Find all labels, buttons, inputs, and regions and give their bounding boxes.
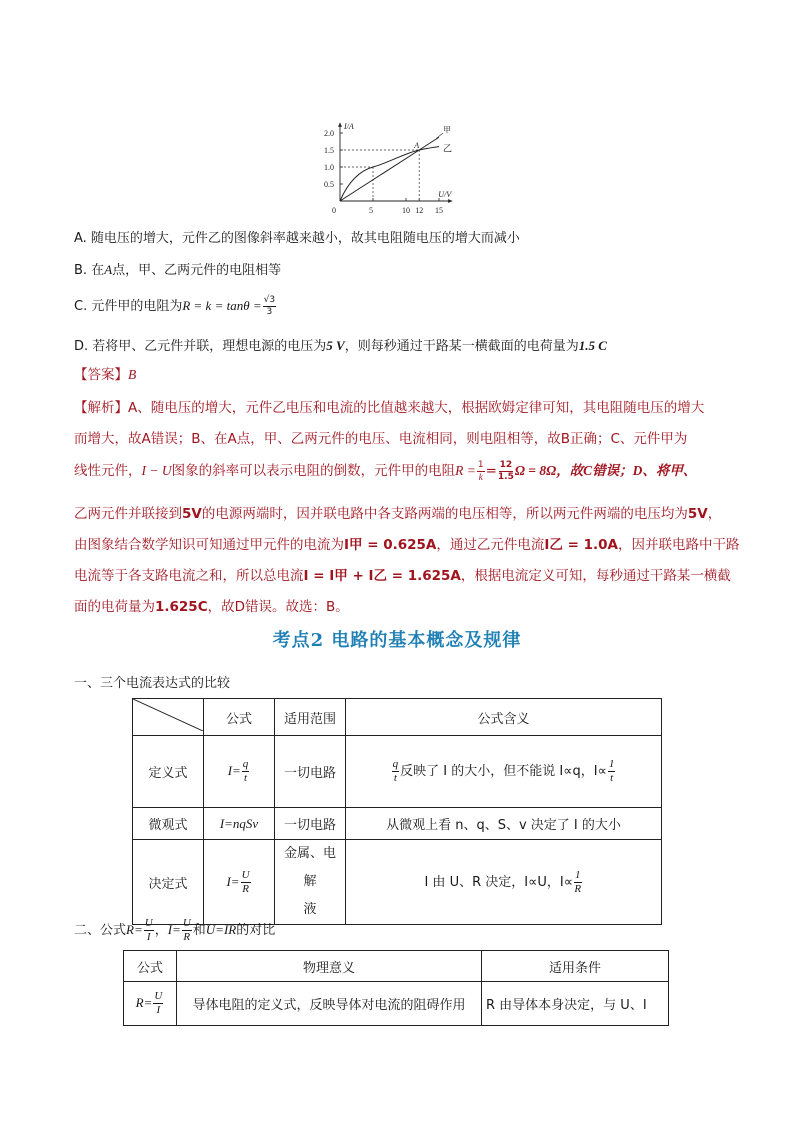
section-heading: 考点2 电路的基本概念及规律: [272, 630, 522, 651]
analysis-4b: 的电源两端时，因并联电路中各支路两端的电压相等，所以两元件两端的电压均为: [201, 506, 688, 522]
meaning-frac: [392, 759, 400, 784]
analysis-line-3: [74, 455, 734, 487]
x-tick-label: 15: [435, 206, 443, 215]
x-tick-label: 10: [402, 206, 410, 215]
meaning2-den: t: [610, 772, 614, 784]
frac1-den: k: [478, 471, 483, 482]
row-formula-den: I: [156, 1004, 161, 1016]
part2-post: 的对比: [236, 923, 276, 938]
formula-var: I=: [226, 873, 240, 889]
analysis-line-4: [74, 499, 734, 530]
meaning-text: 反映了 I 的大小，但不能说 I∝q，I∝: [400, 764, 607, 779]
table-row: [133, 840, 662, 925]
current-expressions-table: [132, 698, 662, 925]
series-jia-line: [340, 137, 439, 201]
y-tick-label: 2.0: [324, 129, 334, 138]
header-meaning: 物理意义: [177, 951, 482, 982]
part1-title: 一、三个电流表达式的比较: [74, 676, 231, 691]
meaning-frac-2: [574, 870, 582, 895]
row-condition: R 由导体本身决定，与 U、I: [482, 982, 669, 1026]
row-meaning: [346, 840, 662, 925]
option-b-text: 点，甲、乙两元件的电阻相等: [112, 263, 282, 278]
meaning2-den: R: [574, 882, 582, 895]
analysis-line-1: [74, 393, 734, 424]
option-c-den: 3: [266, 307, 273, 317]
option-d-voltage: 5 V: [326, 338, 345, 353]
row-meaning: 导体电阻的定义式，反映导体对电流的阻碍作用: [177, 982, 482, 1026]
analysis-eq: =: [485, 463, 497, 479]
part2-r-num: U: [144, 917, 153, 929]
analysis-5ij: I甲 = 0.625A: [344, 537, 437, 553]
meaning-den: t: [393, 772, 397, 784]
row-formula-frac: [153, 991, 163, 1016]
header-formula: 公式: [204, 699, 275, 736]
row-formula: [124, 982, 177, 1026]
row-formula: [204, 736, 275, 808]
formula-den: t: [244, 772, 248, 784]
x-axis-arrow: [448, 199, 452, 203]
option-c-fraction: [263, 296, 276, 317]
row-name: 决定式: [133, 840, 204, 925]
x-tick-label: 5: [369, 206, 373, 215]
answer-label: 【答案】: [74, 367, 128, 383]
part2-frac-r: [144, 918, 154, 943]
option-d-prefix: D. 若将甲、乙元件并联，理想电源的电压为: [74, 339, 327, 354]
meaning-num: q: [392, 758, 399, 770]
part2-r-den: I: [146, 931, 151, 943]
analysis-text-1: A、随电压的增大，元件乙电压和电流的比值越来越大，根据欧姆定律可知，其电阻随电压的增大: [128, 400, 705, 416]
y-tick-label: 1.0: [324, 163, 334, 172]
part2-pre: 二、公式: [74, 923, 127, 938]
answer: [74, 365, 136, 385]
analysis-6b: ，根据电流定义可知，每秒通过干路某一横截: [460, 568, 731, 584]
analysis-line-7: [74, 592, 734, 623]
header-diagonal-cell: [133, 699, 204, 736]
option-d: [74, 336, 607, 357]
meaning2-num: 1: [608, 758, 615, 770]
table-row: [133, 736, 662, 808]
option-d-mid: ，则每秒通过干路某一横截面的电荷量为: [344, 339, 579, 354]
header-scope: 适用范围: [275, 699, 346, 736]
analysis-frac-1: [477, 461, 485, 482]
analysis-5a: 由图象结合数学知识可知通过甲元件的电流为: [74, 537, 344, 553]
analysis-4v2: 5V: [687, 506, 708, 522]
analysis-3b: 图象的斜率可以表示电阻的倒数，元件甲的电阻: [171, 463, 456, 479]
analysis-4c: ，: [707, 506, 722, 522]
formula-var: I=: [227, 763, 241, 778]
row-scope: 一切电路: [275, 808, 346, 840]
option-d-charge: 1.5 C: [578, 338, 607, 353]
part2-i: I=: [167, 922, 181, 937]
row-name: 微观式: [133, 808, 204, 840]
analysis-5b: ，通过乙元件电流: [436, 537, 545, 553]
part2-r: R=: [126, 922, 143, 937]
part2-title: [74, 918, 275, 943]
analysis-7a: 面的电荷量为: [74, 599, 155, 615]
diagonal-line: [133, 699, 203, 731]
frac2-den: 1.5: [497, 471, 514, 482]
y-axis-arrow: [338, 123, 342, 127]
row-scope: 一切电路: [275, 736, 346, 808]
x-tick-label: 12: [415, 206, 424, 215]
table-header-row: [133, 699, 662, 736]
option-b-var: A: [104, 262, 113, 277]
part2-i-num: U: [182, 917, 191, 929]
table-row: [124, 982, 669, 1026]
option-c-num: √3: [263, 295, 276, 305]
analysis-6i: I = I甲 + I乙 = 1.625A: [303, 568, 461, 584]
y-tick-label: 1.5: [324, 146, 334, 155]
answer-value: B: [128, 367, 137, 382]
curve-label-yi: 乙: [442, 143, 452, 154]
row-formula: I=nqSv: [204, 808, 275, 840]
option-c-formula: R = k = tanθ =: [182, 298, 262, 313]
analysis-7b: ，故D错误。故选：B。: [207, 599, 349, 615]
row-meaning: 从微观上看 n、q、S、v 决定了 I 的大小: [346, 808, 662, 840]
frac1-num: 1: [477, 459, 484, 470]
curve-label-jia: 甲: [442, 125, 451, 135]
y-tick-label: 0.5: [324, 180, 334, 189]
iu-graph: [318, 98, 478, 216]
option-b-prefix: B. 在: [74, 263, 105, 278]
origin-label: 0: [332, 206, 336, 215]
row-formula-num: U: [154, 990, 163, 1002]
x-axis-label: U/V: [438, 190, 452, 199]
analysis-5iy: I乙 = 1.0A: [544, 537, 618, 553]
analysis-6a: 电流等于各支路电流之和，所以总电流: [74, 568, 304, 584]
header-condition: 适用条件: [482, 951, 669, 982]
row-formula: [204, 840, 275, 925]
row-formula-var: R=: [135, 995, 153, 1010]
header-formula: 公式: [124, 951, 177, 982]
analysis-line-6: [74, 561, 734, 592]
series-yi-curve: [340, 147, 439, 201]
table-header-row: [124, 951, 669, 982]
analysis-4v: 5V: [182, 506, 202, 522]
analysis-iu: I − U: [141, 463, 172, 478]
analysis-frac-2: [498, 461, 514, 482]
meaning2-num: 1: [575, 868, 581, 881]
analysis-label: 【解析】: [74, 400, 128, 416]
analysis-line-2: 而增大，故A错误；B、在A点，甲、乙两元件的电压、电流相同，则电阻相等，故B正确；C、元件甲为: [74, 431, 688, 447]
y-axis-label: I/A: [344, 121, 354, 131]
header-meaning: 公式含义: [346, 699, 662, 736]
option-c-prefix: C. 元件甲的电阻为: [74, 299, 183, 314]
analysis-r: R =: [455, 463, 476, 478]
frac2-num: 12: [499, 459, 513, 470]
option-a: A. 随电压的增大，元件乙的图像斜率越来越小，故其电阻随电压的增大而减小: [74, 231, 520, 246]
scope-line-1: 金属、电解: [283, 846, 336, 889]
part2-frac-i: [182, 918, 192, 943]
option-c: [74, 296, 277, 317]
analysis-3c: Ω = 8Ω，故C错误；D、将甲、: [514, 463, 697, 478]
scope-line-2: 液: [303, 902, 317, 917]
analysis-7q: 1.625C: [155, 599, 208, 615]
formula-frac: [241, 870, 251, 895]
part2-u: U=IR: [205, 922, 237, 937]
row-scope: [275, 840, 346, 925]
formula-num: q: [242, 758, 249, 770]
formula-comparison-table: [123, 950, 669, 1026]
meaning-text: I 由 U、R 决定，I∝U，I∝: [424, 874, 574, 890]
row-meaning: [346, 736, 662, 808]
analysis-4a: 乙两元件并联接到: [74, 506, 182, 522]
meaning-frac-2: [608, 759, 616, 784]
part2-sep: ，: [154, 923, 168, 938]
formula-frac: [242, 759, 250, 784]
part2-and: 和: [192, 923, 206, 938]
option-b: [74, 260, 281, 281]
table-row: [133, 808, 662, 840]
formula-den: R: [242, 882, 249, 895]
formula-num: U: [241, 868, 250, 881]
analysis-5c: ，因并联电路中干路: [618, 537, 740, 553]
analysis-line-5: [74, 530, 740, 561]
part2-i-den: R: [183, 931, 191, 943]
analysis-3a: 线性元件，: [74, 463, 142, 479]
point-a-label: A: [414, 141, 420, 150]
row-name: 定义式: [133, 736, 204, 808]
